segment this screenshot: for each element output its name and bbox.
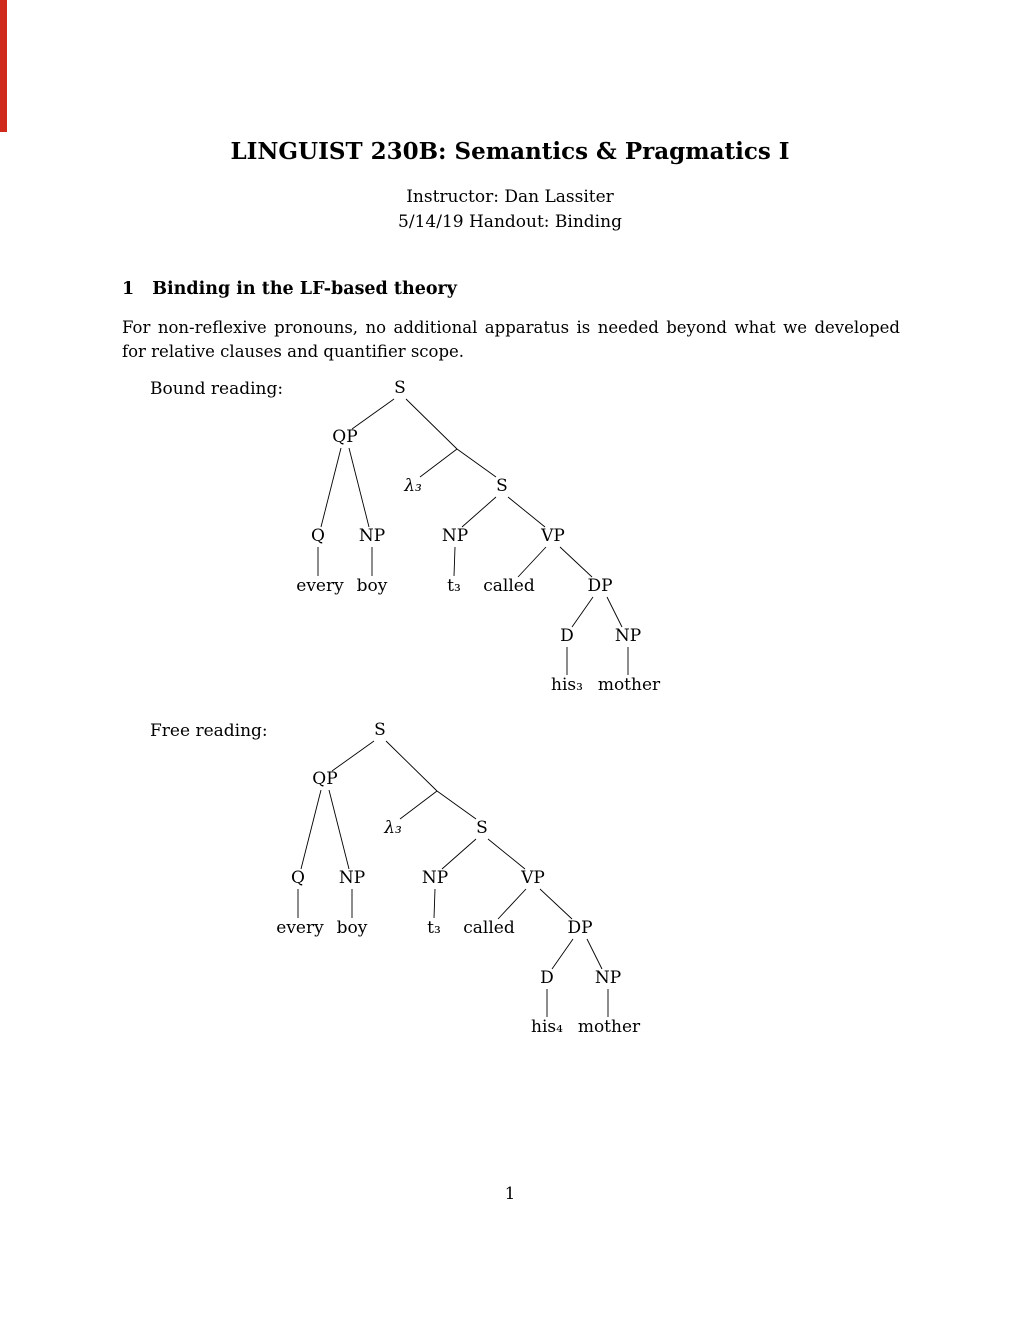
tree2-leaf-boy: boy	[336, 918, 368, 938]
tree2-leaf-his: his₄	[531, 1017, 563, 1037]
edge-np-trace	[454, 547, 455, 576]
tree2-leaf-called: called	[463, 918, 515, 938]
edge-dp-d	[552, 939, 573, 969]
tree1-leaf-every: every	[296, 576, 344, 596]
tree2-node-qp: QP	[312, 769, 338, 789]
tree2-node-s-root: S	[374, 720, 386, 740]
edge-s-vertex	[406, 399, 457, 449]
tree2-node-np-subj: NP	[338, 868, 366, 888]
edge-np-trace	[434, 889, 435, 918]
section-heading	[122, 279, 457, 299]
tree2-node-np-trace: NP	[421, 868, 449, 888]
tree2-node-d: D	[540, 968, 554, 988]
edge-vertex-slow	[437, 791, 476, 819]
left-edge-red-marker	[0, 0, 7, 132]
tree1-caption: Bound reading:	[150, 379, 284, 399]
tree1-node-np-subj: NP	[358, 526, 386, 546]
tree2-leaf-every: every	[276, 918, 324, 938]
tree1-node-vp: VP	[541, 526, 565, 546]
edge-slow-vp	[488, 839, 525, 869]
tree2-leaf-trace: t₃	[427, 918, 441, 938]
tree1-node-dp: DP	[587, 576, 613, 596]
edge-dp-np	[607, 597, 622, 627]
edge-slow-np	[462, 497, 496, 527]
tree1-leaf-his: his₃	[551, 675, 583, 695]
edge-slow-np	[442, 839, 476, 869]
edge-qp-np	[329, 790, 349, 869]
edge-vertex-slow	[457, 449, 496, 477]
tree2-node-np-obj: NP	[594, 968, 622, 988]
tree1-node-q: Q	[311, 526, 325, 546]
tree1-node-d: D	[560, 626, 574, 646]
tree1-node-qp: QP	[332, 427, 358, 447]
tree1-leaf-boy: boy	[356, 576, 388, 596]
tree2-node-q: Q	[291, 868, 305, 888]
edge-qp-np	[349, 448, 369, 527]
syntax-tree-bound-reading	[270, 376, 690, 706]
edge-s-qp	[352, 399, 394, 429]
section-title: Binding in the LF-based theory	[152, 279, 457, 299]
tree2-node-s-low: S	[476, 818, 488, 838]
page-number: 1	[504, 1184, 516, 1203]
tree1-node-lambda: λ₃	[404, 476, 422, 496]
section-number: 1	[122, 279, 135, 299]
edge-qp-q	[321, 448, 341, 527]
tree1-node-s-root: S	[394, 378, 406, 398]
tree2-caption: Free reading:	[150, 721, 268, 741]
body-paragraph: For non-reflexive pronouns, no additional apparatus is needed beyond what we developed for relative clauses and quantifier scope.	[122, 318, 900, 361]
tree1-node-s-low: S	[496, 476, 508, 496]
edge-qp-q	[301, 790, 321, 869]
edge-s-vertex	[386, 741, 437, 791]
tree1-leaf-mother: mother	[597, 675, 661, 695]
edge-s-qp	[332, 741, 374, 771]
edge-vp-dp	[560, 547, 592, 577]
edge-dp-np	[587, 939, 602, 969]
tree1-node-np-obj: NP	[614, 626, 642, 646]
edge-vertex-lambda	[400, 791, 437, 819]
instructor-line: Instructor: Dan Lassiter	[406, 187, 614, 207]
tree2-leaf-mother: mother	[577, 1017, 641, 1037]
edge-vertex-lambda	[420, 449, 457, 477]
tree1-leaf-called: called	[483, 576, 535, 596]
edge-vp-dp	[540, 889, 572, 919]
tree2-node-vp: VP	[521, 868, 545, 888]
handout-line: 5/14/19 Handout: Binding	[398, 212, 622, 232]
tree1-leaf-trace: t₃	[447, 576, 461, 596]
edge-slow-vp	[508, 497, 545, 527]
edge-dp-d	[572, 597, 593, 627]
tree2-node-dp: DP	[567, 918, 593, 938]
syntax-tree-free-reading	[250, 718, 670, 1048]
tree2-node-lambda: λ₃	[384, 818, 402, 838]
edge-vp-called	[498, 889, 526, 919]
tree1-node-np-trace: NP	[441, 526, 469, 546]
edge-vp-called	[518, 547, 546, 577]
document-title: LINGUIST 230B: Semantics & Pragmatics I	[230, 138, 790, 165]
